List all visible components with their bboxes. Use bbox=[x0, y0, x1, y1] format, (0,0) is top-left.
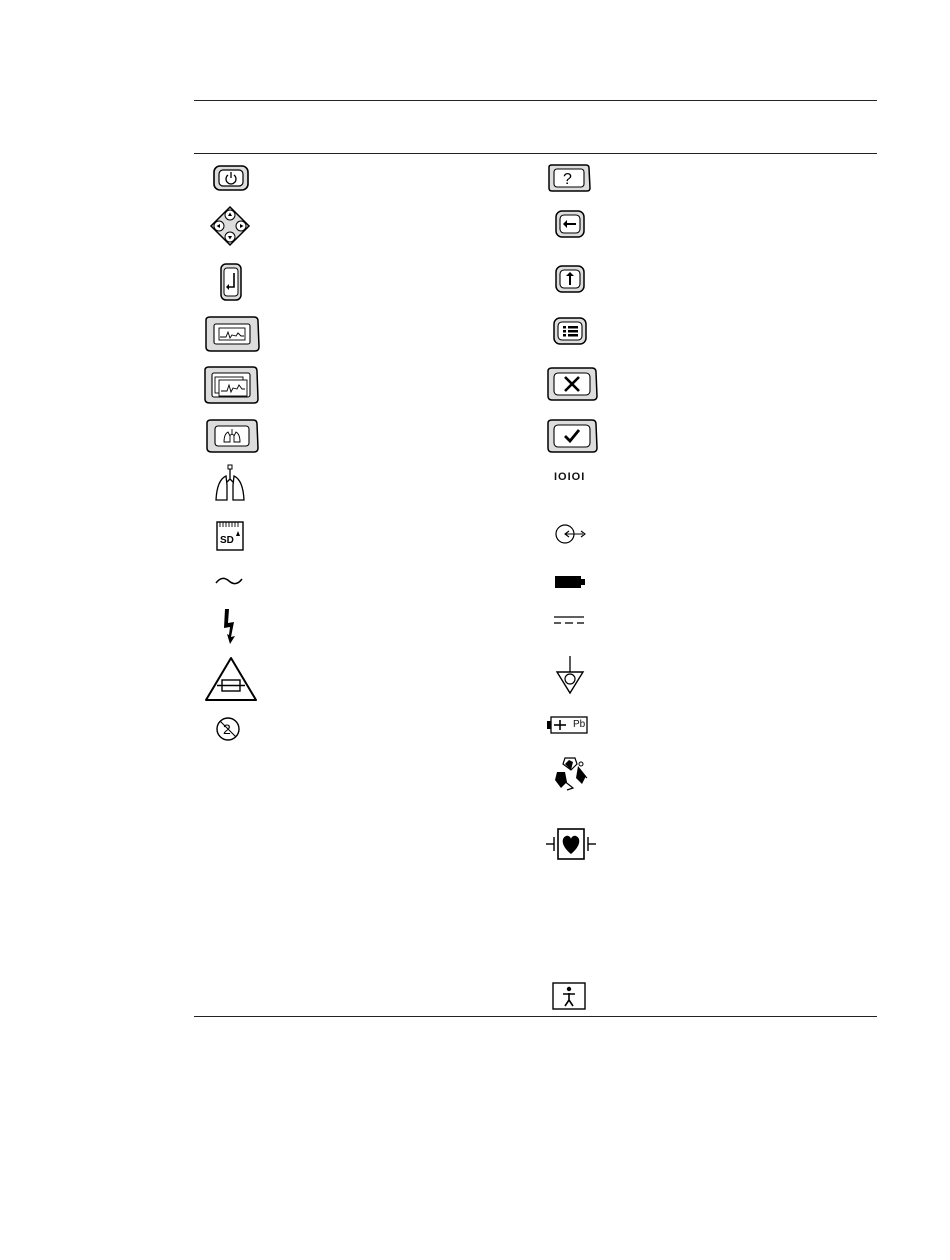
list-menu-button-icon bbox=[552, 316, 588, 346]
help-button-icon bbox=[546, 163, 592, 193]
back-arrow-button-icon bbox=[554, 209, 586, 239]
defibrillation-proof-type-cf-icon bbox=[545, 826, 597, 862]
table-header-rule bbox=[194, 153, 877, 154]
waveform-screen-button-icon bbox=[203, 315, 261, 353]
svg-text:SD: SD bbox=[220, 535, 234, 546]
svg-text:?: ? bbox=[563, 171, 572, 188]
equipotential-icon bbox=[555, 655, 585, 695]
power-button-icon bbox=[212, 164, 250, 192]
up-arrow-button-icon bbox=[554, 264, 586, 294]
output-connector-icon bbox=[553, 520, 587, 548]
type-bf-applied-part-icon bbox=[551, 981, 587, 1011]
alternating-current-icon bbox=[214, 574, 244, 588]
sd-card-icon bbox=[215, 520, 245, 552]
serial-data-icon: IOIOI bbox=[554, 471, 586, 483]
table-top-rule bbox=[194, 100, 877, 101]
recycle-icon bbox=[551, 754, 591, 792]
lungs-button-icon bbox=[204, 418, 260, 454]
direct-current-icon bbox=[553, 614, 585, 626]
dangerous-voltage-icon bbox=[221, 607, 239, 645]
do-not-reuse-icon bbox=[214, 715, 242, 743]
fuse-warning-icon bbox=[203, 655, 259, 703]
battery-icon bbox=[554, 574, 588, 590]
lungs-icon bbox=[213, 463, 247, 503]
enter-key-icon bbox=[219, 262, 243, 302]
cancel-x-button-icon bbox=[545, 366, 599, 402]
multiple-waveform-screens-button-icon bbox=[202, 365, 260, 405]
table-bottom-rule bbox=[194, 1016, 877, 1017]
navigation-arrows-icon bbox=[210, 206, 250, 246]
lead-acid-battery-label: Pb bbox=[573, 719, 586, 730]
confirm-check-button-icon bbox=[545, 418, 599, 454]
svg-text:2: 2 bbox=[223, 721, 231, 737]
